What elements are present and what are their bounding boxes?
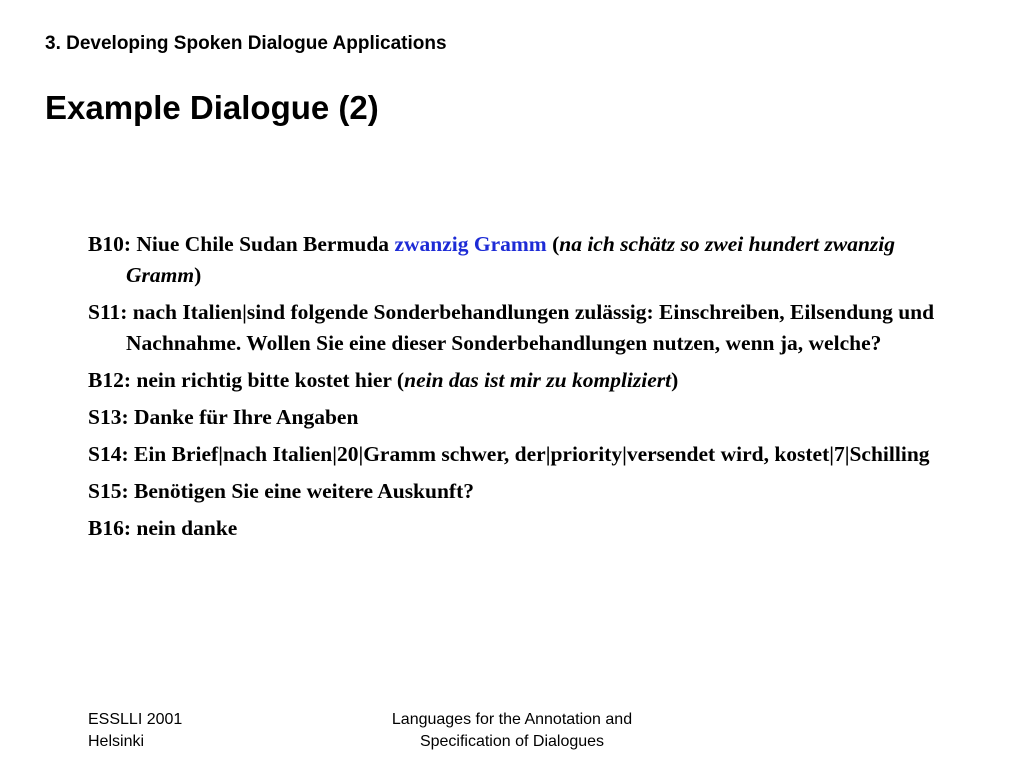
footer-course-title-line2: Specification of Dialogues xyxy=(419,733,605,750)
turn-b12-paren-close: ) xyxy=(671,368,679,392)
turn-s13-text: S13: Danke für Ihre Angaben xyxy=(88,405,359,429)
dialogue-turn-s11 xyxy=(88,297,948,359)
turn-b12-italic: nein das ist mir zu kompliziert xyxy=(404,368,672,392)
dialogue-list xyxy=(88,229,948,550)
turn-s15-text: S15: Benötigen Sie eine weitere Auskunft? xyxy=(88,479,475,503)
dialogue-turn-s15 xyxy=(88,476,948,507)
turn-b10-text: B10: Niue Chile Sudan Bermuda xyxy=(88,232,395,256)
footer-event xyxy=(88,709,182,753)
dialogue-turn-s14 xyxy=(88,439,948,470)
dialogue-turn-b16 xyxy=(88,513,948,544)
footer-course-title xyxy=(336,709,688,753)
turn-s11-text: S11: nach Italien|sind folgende Sonderbehandlungen zulässig: Einschreiben, Eilsendung und Nachnahme. Wollen Sie eine dieser Sonderbehandlungen nutzen, wenn ja, welche? xyxy=(88,300,935,355)
turn-b16-text: B16: nein danke xyxy=(88,516,238,540)
footer-event-location: Helsinki xyxy=(88,733,145,750)
dialogue-turn-b12 xyxy=(88,365,948,396)
turn-b10-highlight: zwanzig Gramm xyxy=(394,232,547,256)
turn-s14-text: S14: Ein Brief|nach Italien|20|Gramm schwer, der|priority|versendet wird, kostet|7|Schilling xyxy=(88,442,930,466)
footer-event-name: ESSLLI 2001 xyxy=(88,711,183,728)
turn-b10-italic: na ich schätz so zwei hundert zwanzig Gramm xyxy=(126,232,895,287)
turn-b10-paren-close: ) xyxy=(194,263,202,287)
dialogue-turn-s13 xyxy=(88,402,948,433)
turn-b12-text: B12: nein richtig bitte kostet hier ( xyxy=(88,368,405,392)
turn-b10-paren-open: ( xyxy=(546,232,560,256)
section-header: 3. Developing Spoken Dialogue Applications xyxy=(45,33,447,54)
footer-course-title-line1: Languages for the Annotation and xyxy=(391,711,633,728)
slide-title: Example Dialogue (2) xyxy=(45,89,379,126)
dialogue-turn-b10 xyxy=(88,229,948,291)
